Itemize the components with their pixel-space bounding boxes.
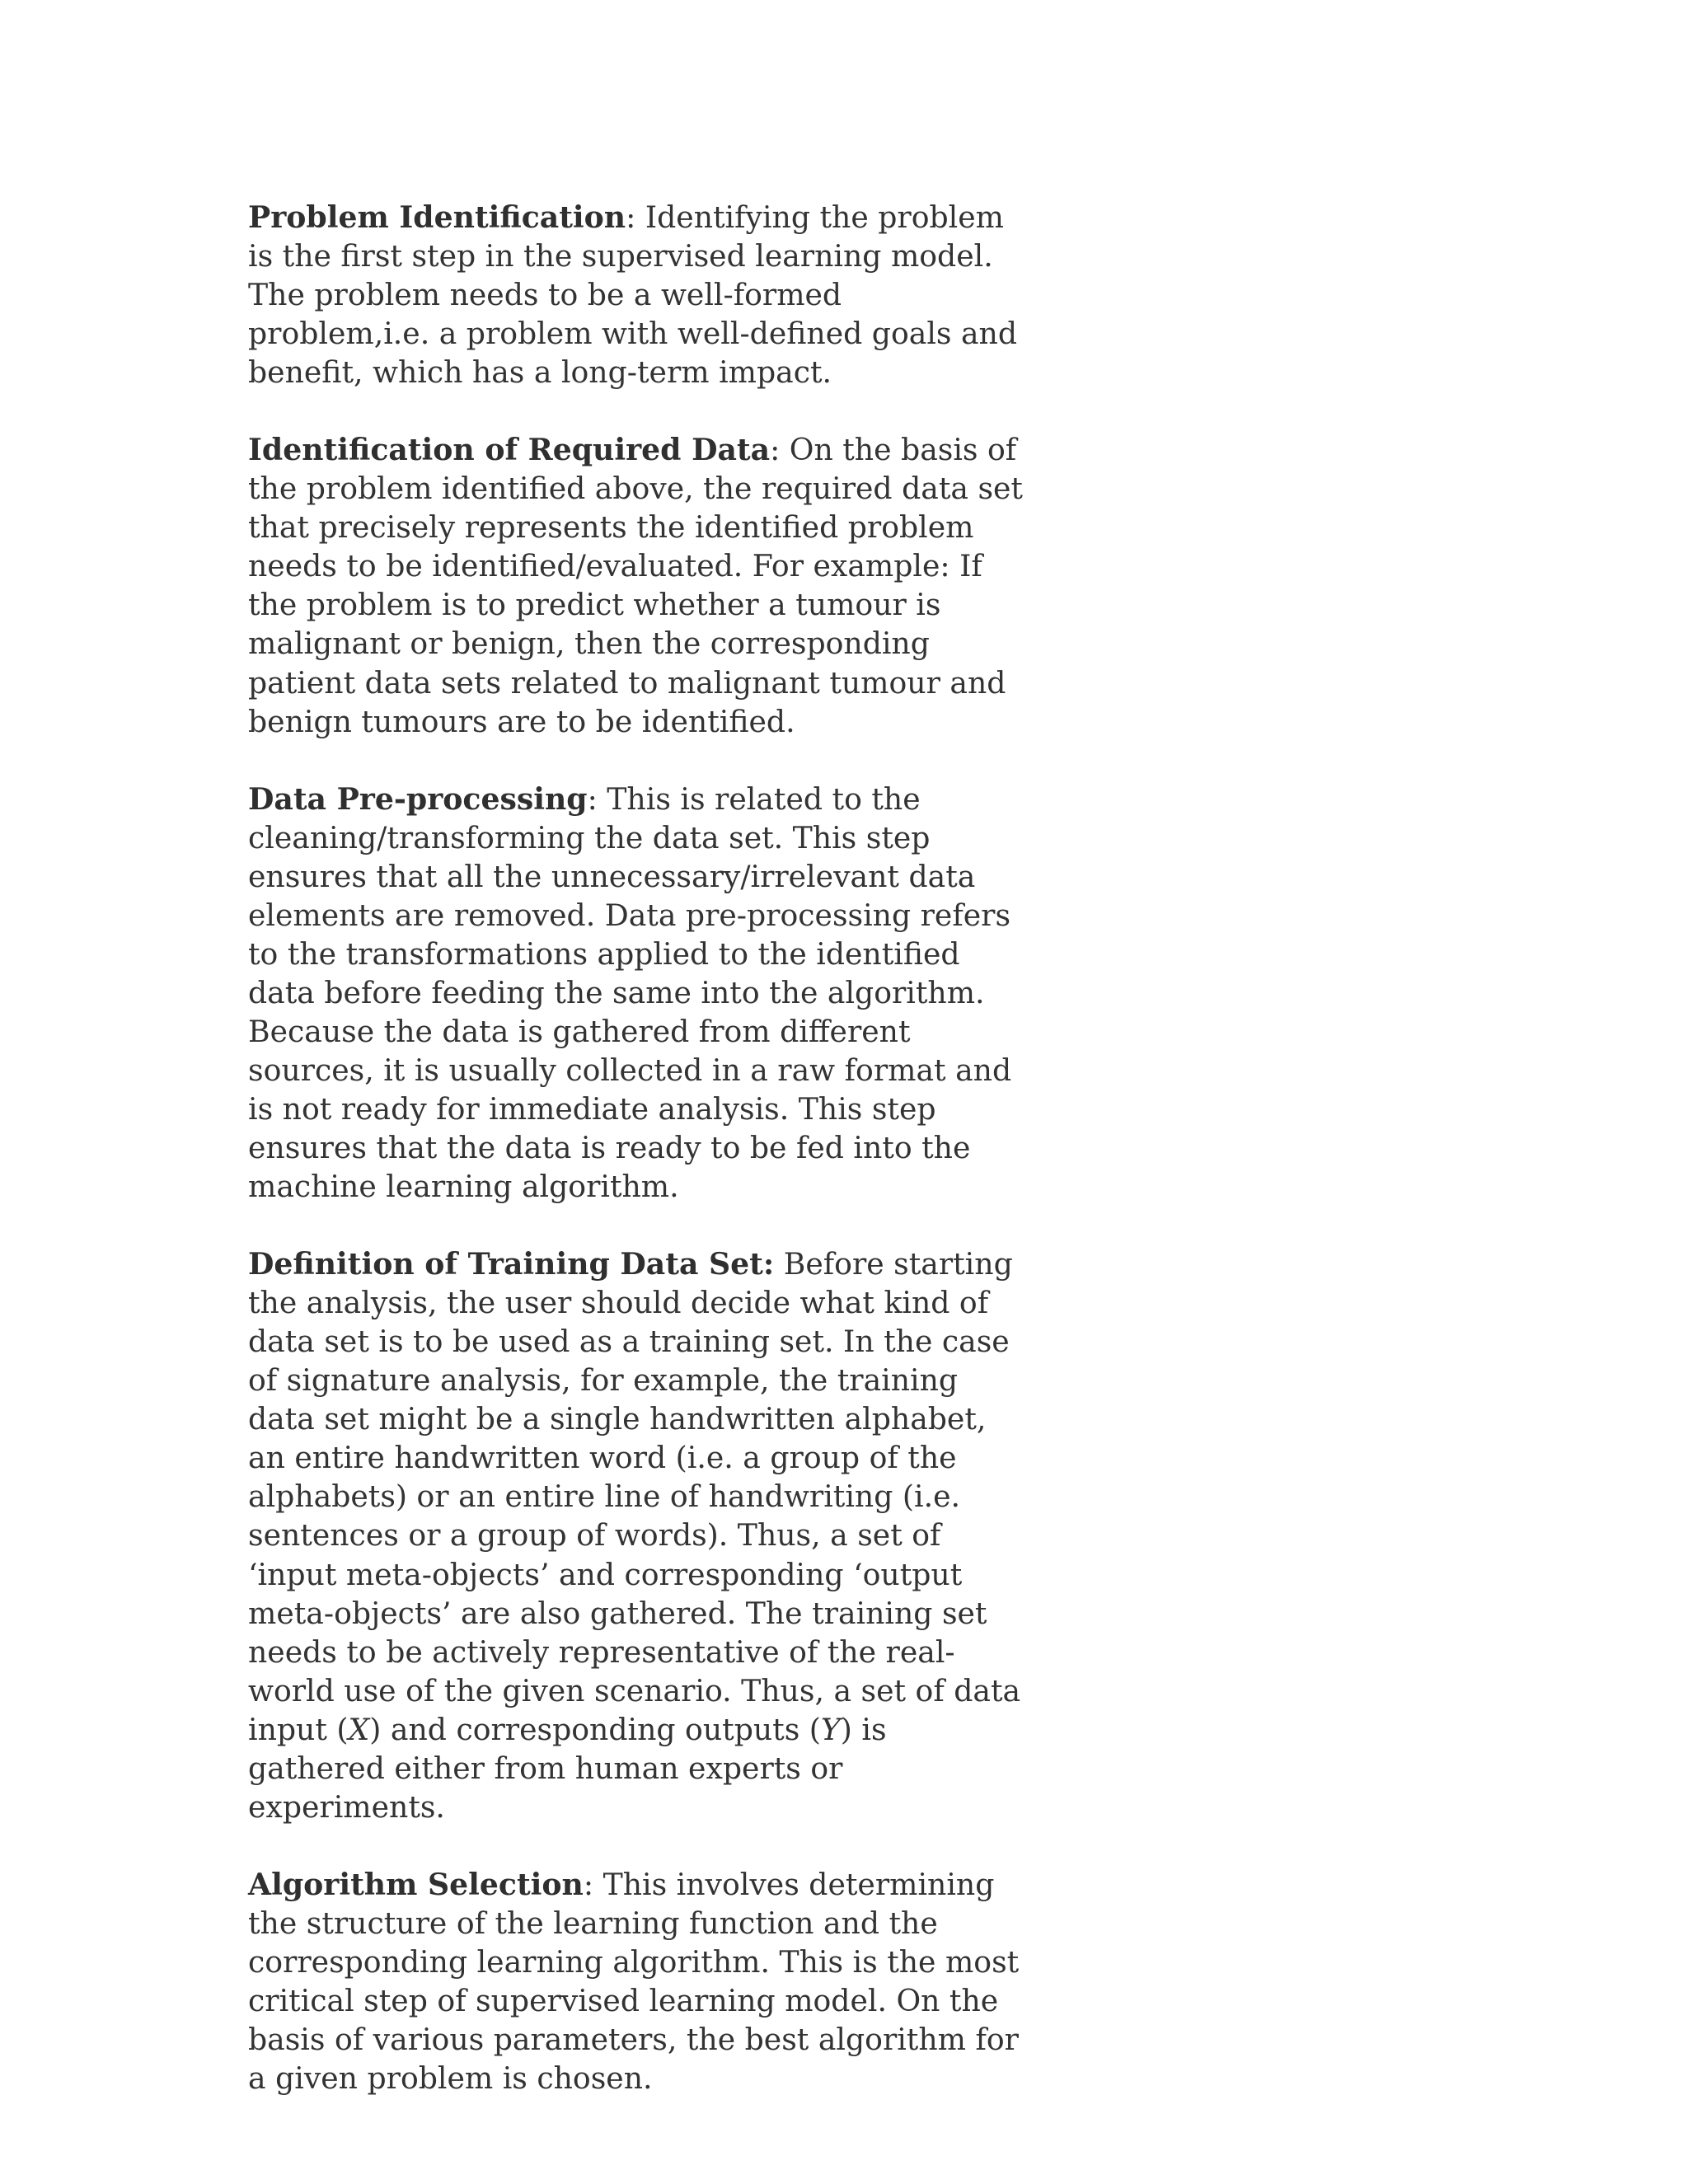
variable-x: X [348, 1711, 370, 1747]
section-heading: Definition of Training Data Set: [248, 1246, 775, 1282]
section-text: Identifying the problem is the first step in the supervised learning model. The problem needs to be a well-formed problem,i.e. a problem with well-defined goals and benefit, which has a long-term impact. [248, 199, 1018, 391]
section-text: This is related to the cleaning/transforming the data set. This step ensures that all the unnecessary/irrelevant data elements are removed. Data pre-processing refers to the transformations applied to the identified data before feeding the same into the algorithm. Because the data is gathered from different sources, it is usually collected in a raw format and is not ready for immediate analysis. This step ensures that the data is ready to be fed into the machine learning algorithm. [248, 780, 1012, 1205]
section-text: Before starting the analysis, the user should decide what kind of data set is to be used as a training set. In the case of signature analysis, for example, the training data set might be a single handwritten alphabet, an entire handwritten word (i.e. a group of the alphabets) or an entire line of handwriting (i.e. sentences or a group of words). Thus, a set of ‘input meta-objects’ and corresponding ‘output meta-objects’ are also gathered. The training set needs to be actively representative of the real-world use of the given scenario. Thus, a set of data input ( [248, 1246, 1021, 1747]
heading-separator: : [626, 199, 645, 235]
section-data-pre-processing [248, 780, 1023, 1207]
section-text: ) is gathered either from human experts or experiments. [248, 1711, 887, 1825]
section-heading: Algorithm Selection [248, 1866, 584, 1902]
document-body [248, 198, 1023, 2136]
section-identification-of-required-data [248, 430, 1023, 740]
section-text: On the basis of the problem identified above, the required data set that precisely represents the identified problem needs to be identified/evaluated. For example: If the problem is to predict whether a tumour is malignant or benign, then the corresponding patient data sets related to malignant tumour and benign tumours are to be identified. [248, 432, 1023, 739]
section-definition-of-training-data-set [248, 1244, 1023, 1826]
heading-separator [774, 1246, 784, 1282]
variable-y: Y [820, 1711, 841, 1747]
section-text: ) and corresponding outputs ( [369, 1711, 821, 1747]
section-problem-identification [248, 198, 1023, 391]
section-algorithm-selection [248, 1865, 1023, 2097]
section-heading: Data Pre-processing [248, 780, 588, 817]
heading-separator: : [770, 432, 790, 468]
heading-separator: : [587, 780, 607, 817]
section-heading: Identification of Required Data [248, 432, 771, 468]
section-text: This involves determining the structure of the learning function and the corresponding learning algorithm. This is the most critical step of supervised learning model. On the basis of various parameters, the best algorithm for a given problem is chosen. [248, 1866, 1020, 2097]
section-heading: Problem Identification [248, 199, 626, 235]
heading-separator: : [583, 1866, 603, 1902]
